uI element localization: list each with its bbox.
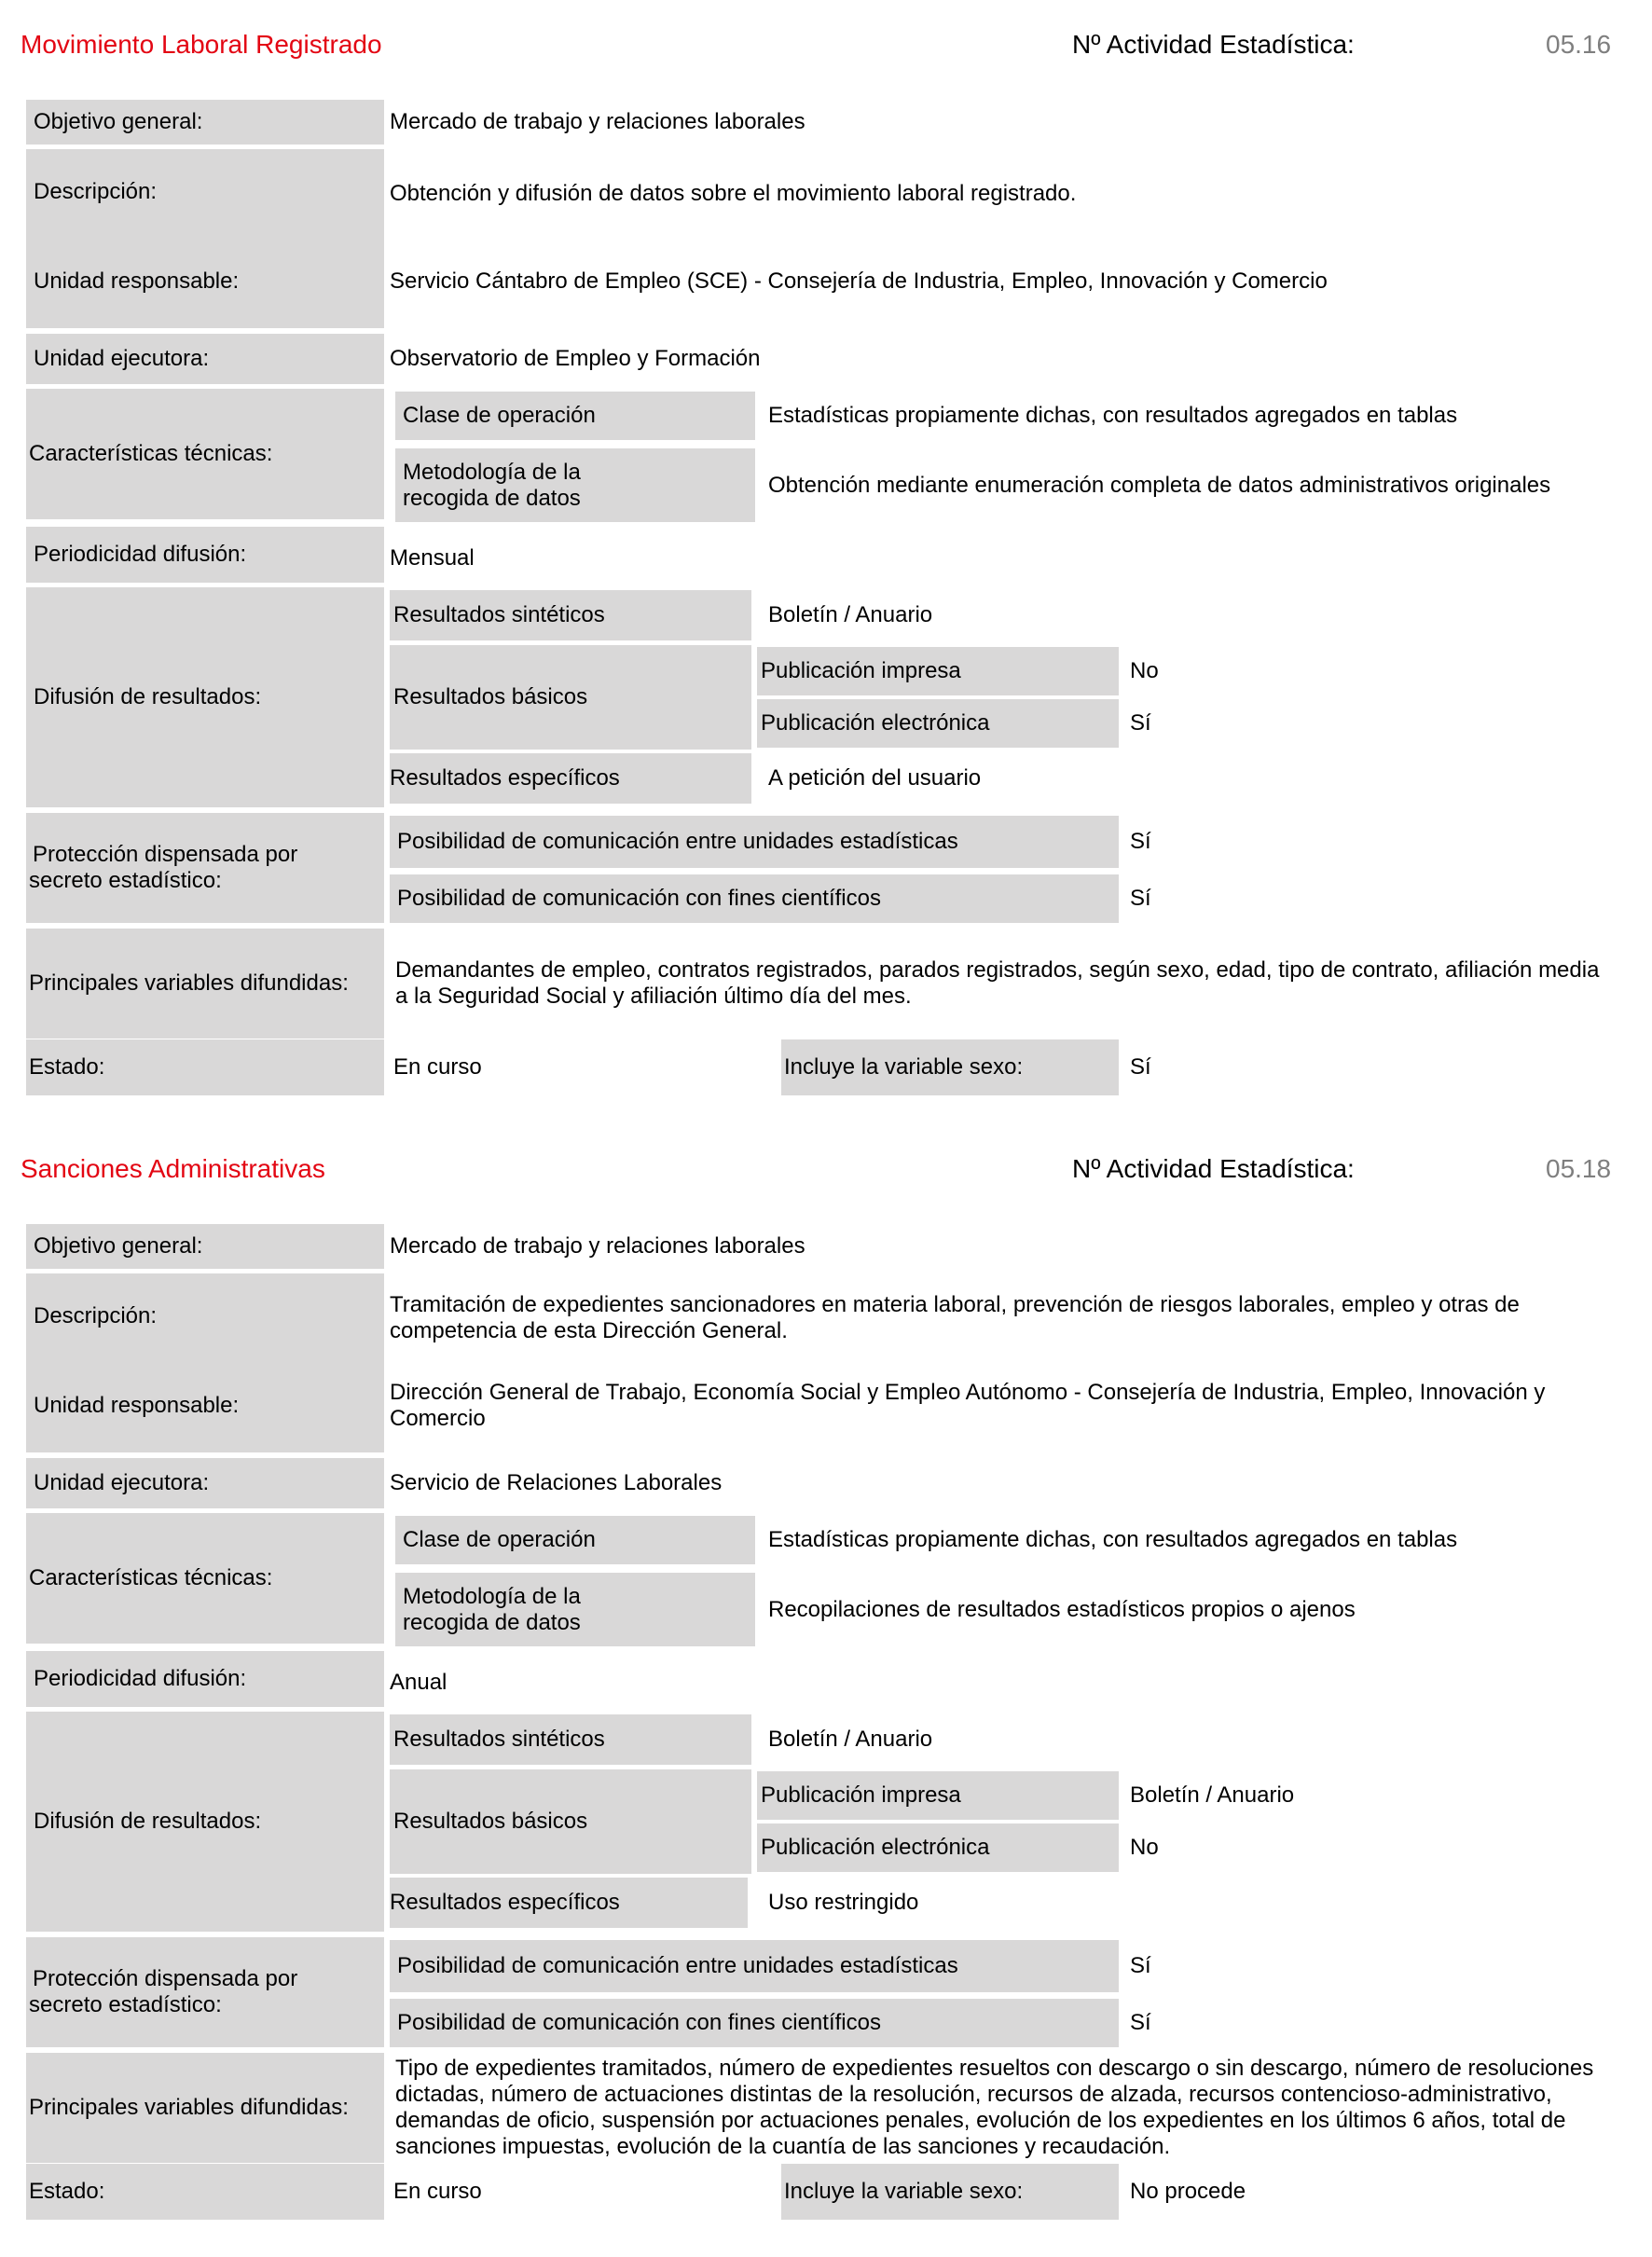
estado-label: Estado: — [26, 1039, 384, 1095]
metodologia-value: Obtención mediante enumeración completa de datos administrativos originales — [768, 472, 1551, 498]
caracteristicas-label: Características técnicas: — [26, 389, 384, 519]
com-cientificos-label: Posibilidad de comunicación con fines científicos — [390, 1999, 1119, 2047]
variables-value: Tipo de expedientes tramitados, número de expedientes resueltos con descargo o sin descargo, número de resoluciones dictadas, número de actuaciones distintas de la resolución, recursos de alzada, recursos contencioso-administrativo, demandas de oficio, suspensión por actuaciones penales, evolución de los expedientes en los últimos 6 años, total de sanciones impuestas, evolución de la cuantía de las sanciones y recaudación. — [395, 2056, 1594, 2159]
difusion-label: Difusión de resultados: — [26, 1712, 384, 1932]
unidad-responsable-label: Unidad responsable: — [34, 1393, 240, 1418]
basicos-label: Resultados básicos — [390, 645, 751, 750]
activity-number-value: 05.18 — [1546, 1154, 1612, 1183]
record-1 — [0, 0, 1652, 1119]
especificos-value: Uso restringido — [768, 1890, 919, 1915]
clase-operacion-label: Clase de operación — [395, 1516, 755, 1564]
unidad-ejecutora-label: Unidad ejecutora: — [26, 334, 384, 384]
com-cientificos-value: Sí — [1130, 2010, 1151, 2035]
basicos-label: Resultados básicos — [390, 1769, 751, 1874]
periodicidad-value: Anual — [390, 1670, 447, 1695]
estado-value: En curso — [393, 1054, 482, 1080]
estado-label: Estado: — [26, 2164, 384, 2220]
clase-operacion-value: Estadísticas propiamente dichas, con resultados agregados en tablas — [768, 1527, 1458, 1552]
objetivo-label: Objetivo general: — [26, 100, 384, 145]
especificos-label: Resultados específicos — [390, 1878, 748, 1928]
publicacion-electronica-label: Publicación electrónica — [757, 699, 1119, 748]
descripcion-value: Tramitación de expedientes sancionadores en materia laboral, prevención de riesgos laborales, empleo y otras de competencia de esta Dirección General. — [390, 1292, 1520, 1343]
sinteticos-label: Resultados sintéticos — [390, 1714, 751, 1765]
descripcion-value: Obtención y difusión de datos sobre el movimiento laboral registrado. — [390, 181, 1077, 206]
difusion-label: Difusión de resultados: — [26, 587, 384, 807]
sexo-value: No procede — [1130, 2179, 1246, 2204]
sexo-value: Sí — [1130, 1054, 1151, 1080]
com-unidades-label: Posibilidad de comunicación entre unidades estadísticas — [390, 816, 1119, 868]
variables-label: Principales variables difundidas: — [26, 929, 384, 1039]
especificos-value: A petición del usuario — [768, 765, 982, 791]
unidad-responsable-value: Servicio Cántabro de Empleo (SCE) - Consejería de Industria, Empleo, Innovación y Comercio — [390, 268, 1328, 294]
objetivo-value: Mercado de trabajo y relaciones laborales — [390, 109, 805, 134]
publicacion-impresa-label: Publicación impresa — [757, 647, 1119, 695]
activity-number-value: 05.16 — [1546, 30, 1612, 59]
com-cientificos-label: Posibilidad de comunicación con fines científicos — [390, 874, 1119, 923]
periodicidad-label: Periodicidad difusión: — [26, 1651, 384, 1707]
proteccion-label-text: Protección dispensada por secreto estadístico: — [29, 842, 298, 893]
variables-value: Demandantes de empleo, contratos registrados, parados registrados, según sexo, edad, tipo de contrato, afiliación media a la Seguridad Social y afiliación último día del mes. — [395, 957, 1600, 1009]
publicacion-electronica-value: No — [1130, 1835, 1159, 1860]
objetivo-label: Objetivo general: — [26, 1224, 384, 1269]
metodologia-label: Metodología de la recogida de datos — [395, 1573, 755, 1646]
publicacion-impresa-value: No — [1130, 658, 1159, 683]
publicacion-electronica-label: Publicación electrónica — [757, 1823, 1119, 1872]
unidad-responsable-value: Dirección General de Trabajo, Economía Social y Empleo Autónomo - Consejería de Industria, Empleo, Innovación y Comercio — [390, 1380, 1546, 1431]
variables-label: Principales variables difundidas: — [26, 2053, 384, 2163]
metodologia-label: Metodología de la recogida de datos — [395, 448, 755, 522]
caracteristicas-label: Características técnicas: — [26, 1513, 384, 1644]
proteccion-label-text: Protección dispensada por secreto estadístico: — [29, 1966, 298, 2017]
clase-operacion-label: Clase de operación — [395, 392, 755, 440]
sexo-label: Incluye la variable sexo: — [781, 2164, 1119, 2220]
com-cientificos-value: Sí — [1130, 886, 1151, 911]
unidad-ejecutora-label: Unidad ejecutora: — [26, 1458, 384, 1508]
descripcion-label-text: Descripción: — [34, 179, 158, 204]
com-unidades-label: Posibilidad de comunicación entre unidades estadísticas — [390, 1940, 1119, 1992]
com-unidades-value: Sí — [1130, 1953, 1151, 1978]
publicacion-electronica-value: Sí — [1130, 710, 1151, 736]
objetivo-value: Mercado de trabajo y relaciones laborales — [390, 1233, 805, 1259]
sexo-label: Incluye la variable sexo: — [781, 1039, 1119, 1095]
clase-operacion-value: Estadísticas propiamente dichas, con resultados agregados en tablas — [768, 403, 1458, 428]
activity-number-label: Nº Actividad Estadística: — [1072, 1154, 1355, 1183]
record-title: Movimiento Laboral Registrado — [21, 30, 382, 59]
sinteticos-label: Resultados sintéticos — [390, 590, 751, 640]
unidad-responsable-label: Unidad responsable: — [34, 268, 240, 294]
metodologia-value: Recopilaciones de resultados estadísticos propios o ajenos — [768, 1596, 1356, 1622]
record-title: Sanciones Administrativas — [21, 1154, 325, 1183]
descripcion-label-text: Descripción: — [34, 1303, 158, 1328]
record-2 — [0, 1124, 1652, 2257]
com-unidades-value: Sí — [1130, 829, 1151, 854]
sinteticos-value: Boletín / Anuario — [768, 1727, 933, 1752]
especificos-label: Resultados específicos — [390, 753, 751, 804]
unidad-ejecutora-value: Servicio de Relaciones Laborales — [390, 1470, 723, 1495]
activity-number-label: Nº Actividad Estadística: — [1072, 30, 1355, 59]
periodicidad-label: Periodicidad difusión: — [26, 527, 384, 583]
proteccion-label — [26, 813, 384, 923]
proteccion-label — [26, 1937, 384, 2047]
publicacion-impresa-label: Publicación impresa — [757, 1771, 1119, 1820]
estado-value: En curso — [393, 2179, 482, 2204]
unidad-ejecutora-value: Observatorio de Empleo y Formación — [390, 346, 761, 371]
sinteticos-value: Boletín / Anuario — [768, 602, 933, 627]
publicacion-impresa-value: Boletín / Anuario — [1130, 1782, 1295, 1808]
periodicidad-value: Mensual — [390, 545, 475, 571]
